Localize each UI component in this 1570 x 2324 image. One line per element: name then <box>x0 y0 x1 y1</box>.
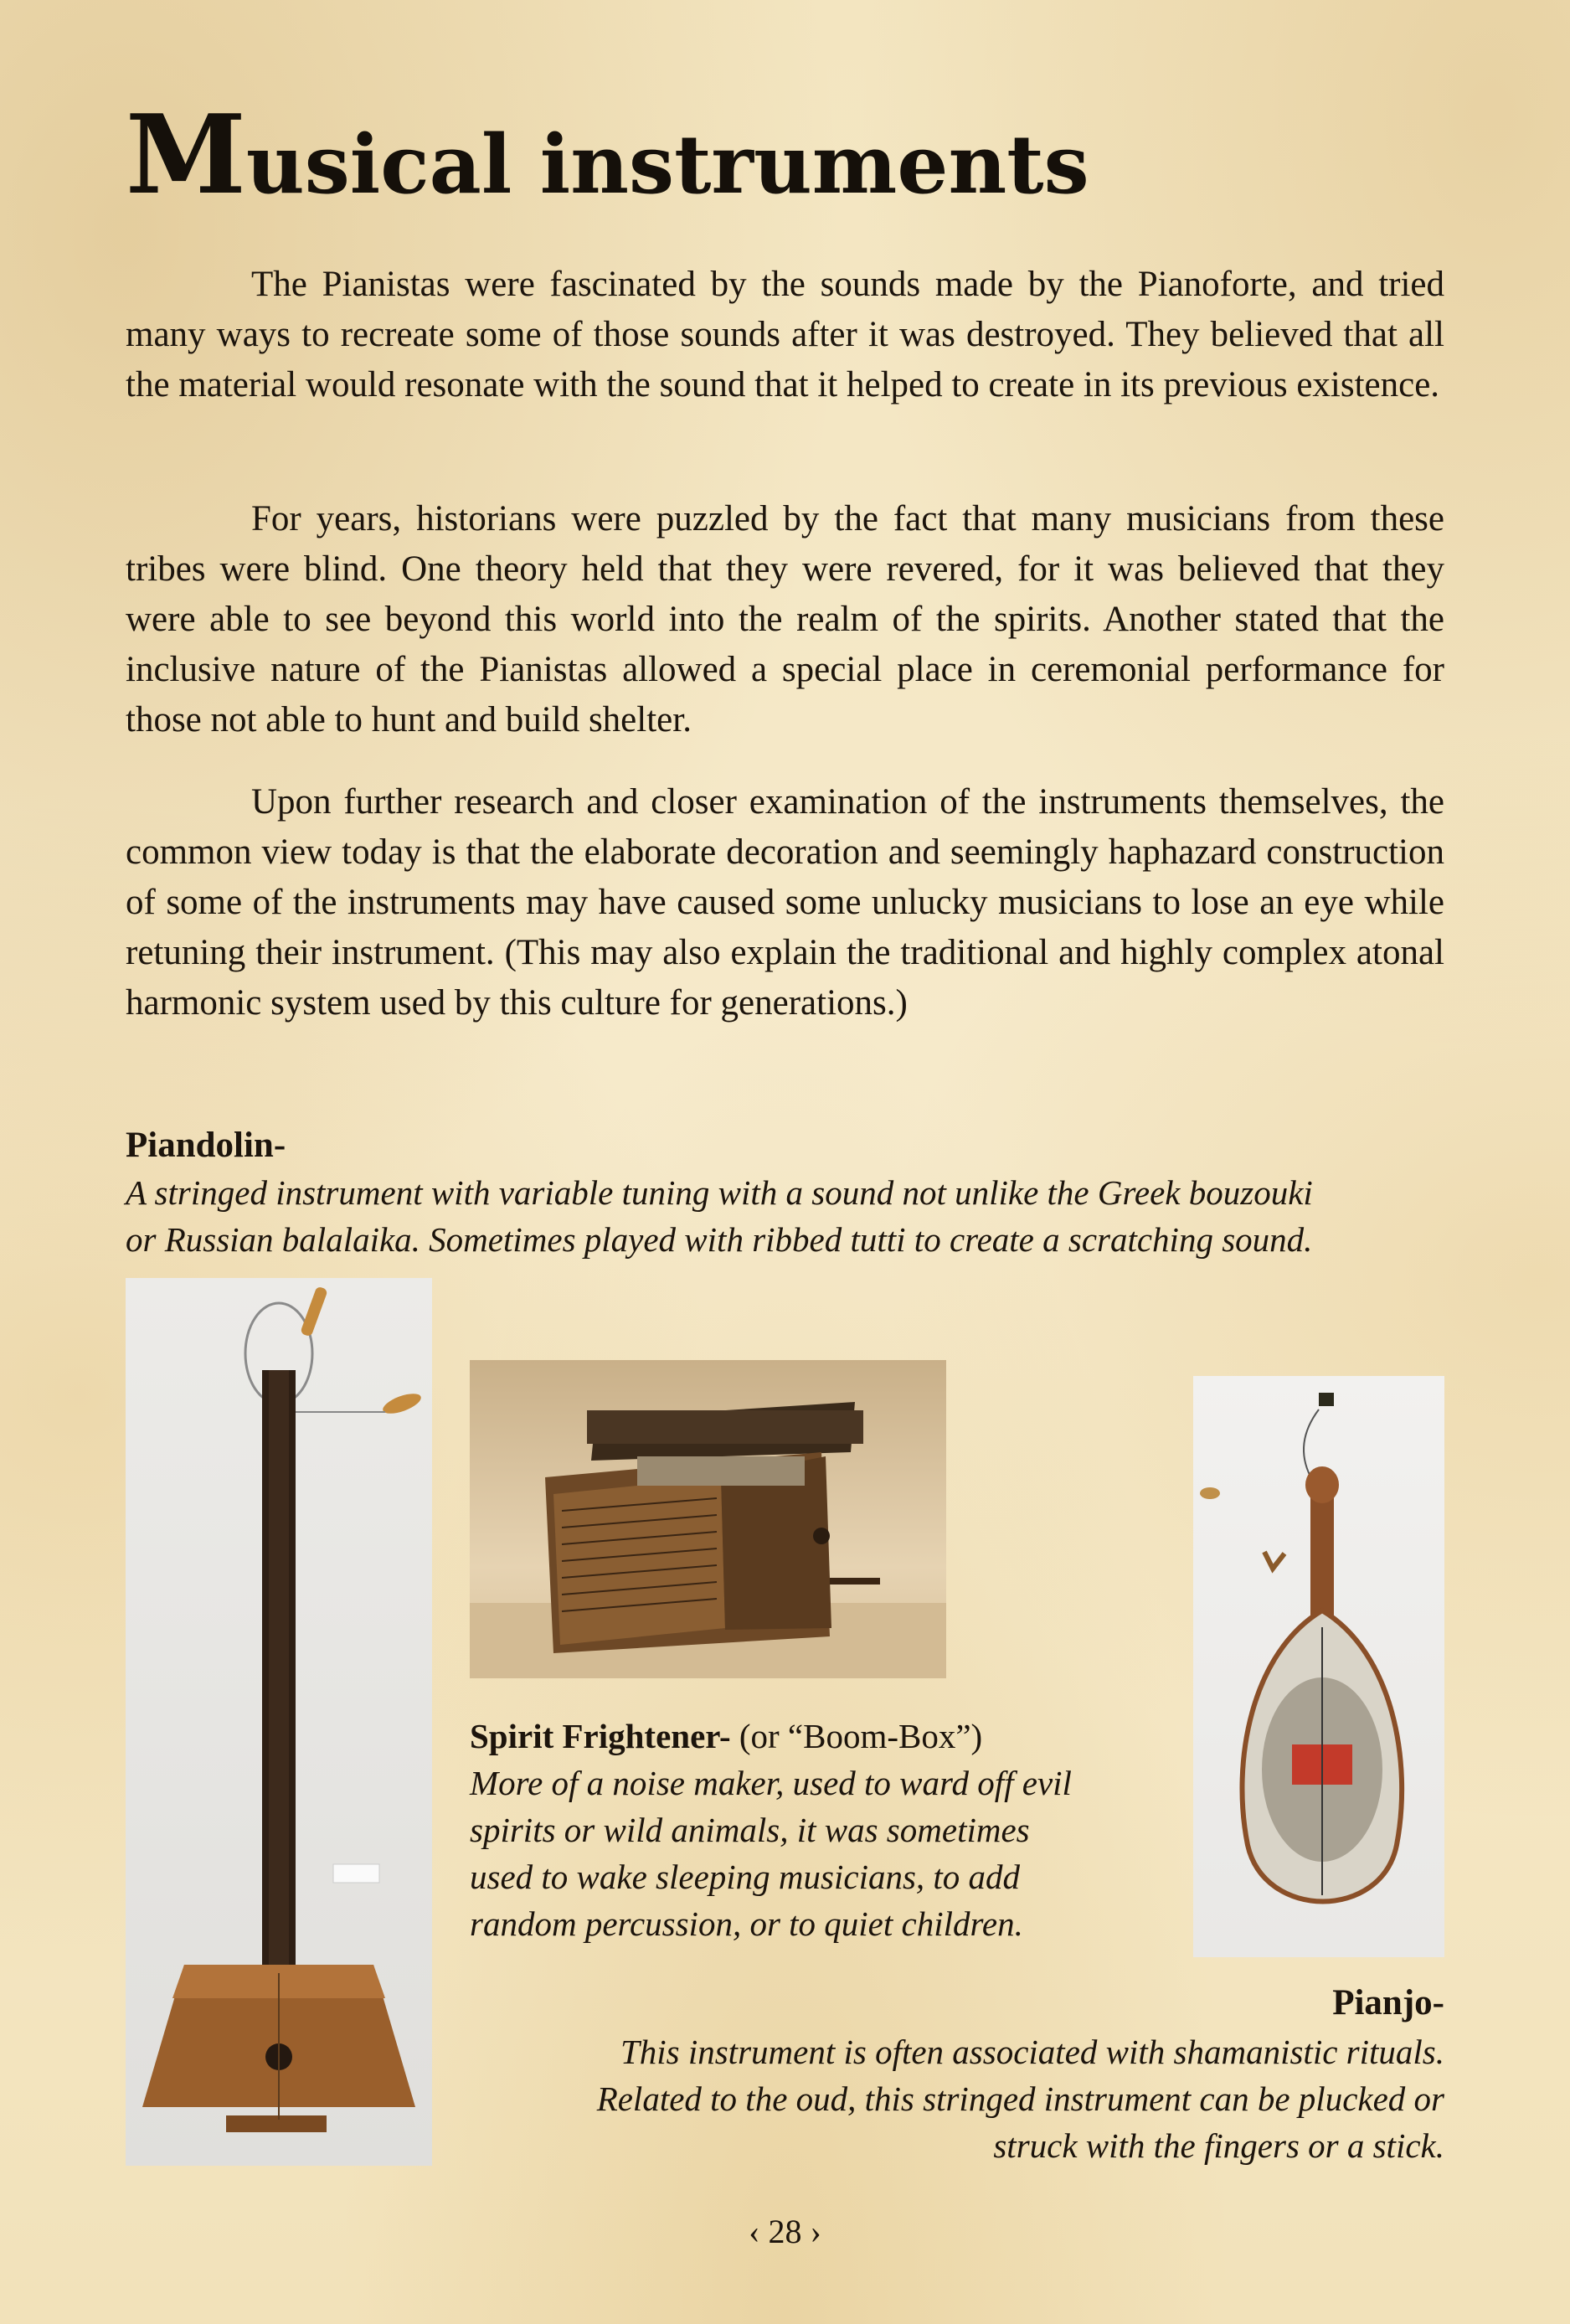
piandolin-heading: Piandolin- <box>126 1126 286 1165</box>
spirit-frightener-description-line: More of a noise maker, used to ward off evil <box>470 1764 1072 1802</box>
spirit-frightener-heading: Spirit Frightener- <box>470 1717 731 1755</box>
spirit-frightener-caption <box>470 1713 1190 1947</box>
pianjo-description-line: Related to the oud, this stringed instrument can be plucked or <box>596 2079 1444 2118</box>
page-title <box>126 90 1465 219</box>
page-number: ‹ 28 › <box>749 2213 821 2250</box>
piandolin-description <box>126 1169 1465 1263</box>
paragraph-3: Upon further research and closer examination of the instruments themselves, the common view today is that the elaborate decoration and seemingly haphazard construction of some of the instruments may have caused some unlucky musicians to lose an eye while retuning their instrument. (This may also explain the traditional and highly complex atonal harmonic system used by this culture for generations.) <box>126 782 1444 1023</box>
spirit-frightener-photo <box>470 1360 946 1678</box>
piandolin-description-line: or Russian balalaika. Sometimes played with ribbed tutti to create a scratching sound. <box>126 1220 1313 1259</box>
pianjo-heading: Pianjo- <box>1332 1983 1444 2023</box>
spirit-frightener-description-line: spirits or wild animals, it was sometimes <box>470 1811 1030 1849</box>
pianjo-description-line: This instrument is often associated with shamanistic rituals. <box>620 2033 1444 2071</box>
pianjo-caption <box>469 1978 1444 2169</box>
pianjo-photo <box>1193 1376 1444 1957</box>
spirit-frightener-description-line: used to wake sleeping musicians, to add <box>470 1858 1021 1896</box>
spirit-frightener-description-line: random percussion, or to quiet children. <box>470 1904 1023 1943</box>
title-initial: M <box>126 90 246 219</box>
paragraph-1: The Pianistas were fascinated by the sounds made by the Pianoforte, and tried many ways to recreate some of those sounds after it was destroyed. They believed that all the material would resonate with the sound that it helped to create in its previous existence. <box>126 265 1444 405</box>
pianjo-description-line: struck with the fingers or a stick. <box>993 2126 1444 2165</box>
title-rest: usical instruments <box>245 117 1089 212</box>
spirit-frightener-title-line <box>470 1713 1190 1760</box>
spirit-frightener-alias: (or “Boom-Box”) <box>730 1717 983 1755</box>
piandolin-description-line: A stringed instrument with variable tuning with a sound not unlike the Greek bouzouki <box>126 1173 1313 1212</box>
paragraph-2: For years, historians were puzzled by the fact that many musicians from these tribes were blind. One theory held that they were revered, for it was believed that they were able to see beyond this world into the realm of the spirits. Another stated that the inclusive nature of the Pianistas allowed a special place in ceremonial performance for those not able to hunt and build shelter. <box>126 499 1444 739</box>
piandolin-photo <box>126 1278 432 2166</box>
